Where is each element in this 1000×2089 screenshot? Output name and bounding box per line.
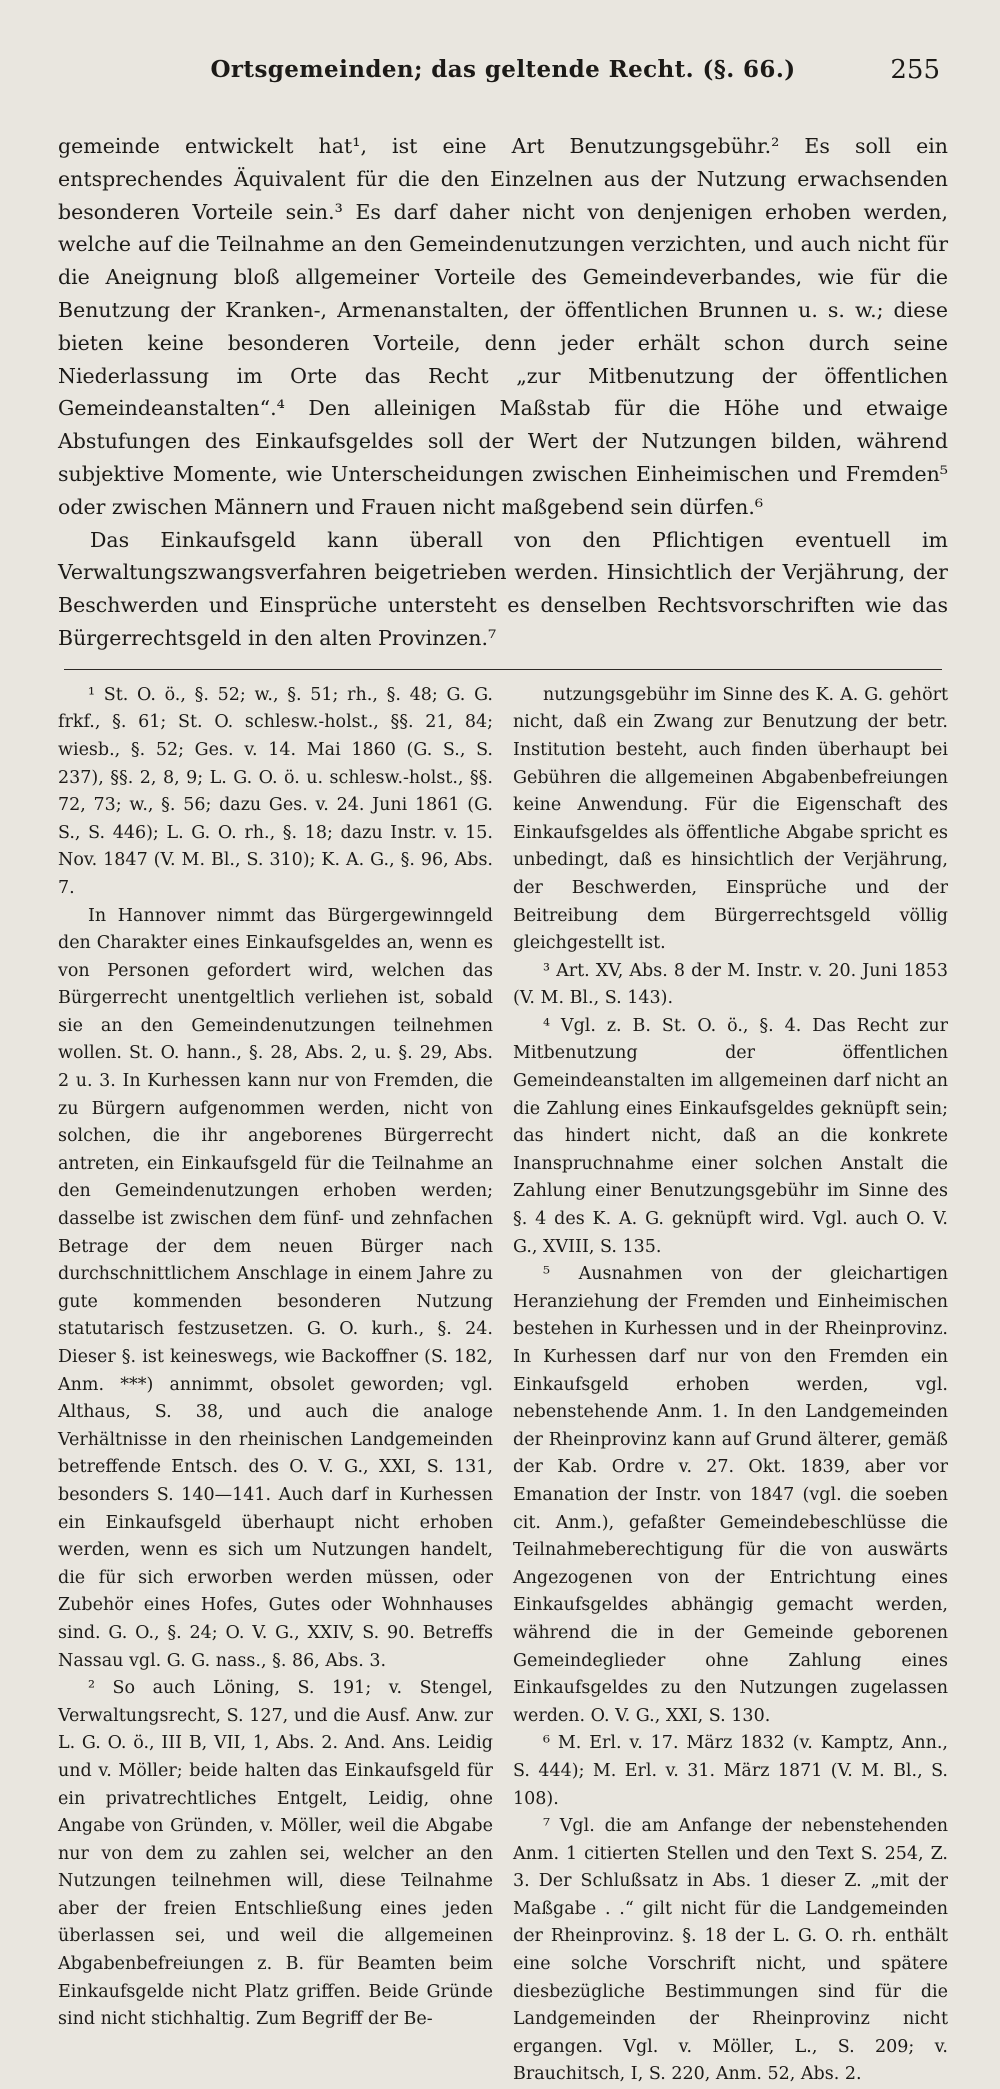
footnotes-right-column: [513, 682, 948, 2089]
page-number: 255: [890, 55, 940, 85]
footnote-7: ⁷ Vgl. die am Anfange der nebenstehenden Anm. 1 citierten Stellen und den Text S. 254, Z. 3. Der Schlußsatz in Abs. 1 dieser Z. „mit der Maßgabe . .“ gilt nicht für die Landgemeinden der Rheinprovinz. §. 18 der L. G. O. rh. enthält eine solche Vorschrift nicht, und spätere diesbezügliche Bestimmungen sind für die Landgemeinden der Rheinprovinz nicht ergangen. Vgl. v. Möller, L., S. 209; v. Brauchitsch, I, S. 220, Anm. 52, Abs. 2.: [513, 1816, 948, 2085]
footnote-divider: [64, 669, 942, 670]
footnotes-left-column: [58, 682, 493, 2089]
main-paragraph-2: Das Einkaufsgeld kann überall von den Pflichtigen eventuell im Verwaltungszwangsverfahren beigetrieben werden. Hinsichtlich der Verjährung, der Beschwerden und Einsprüche untersteht es denselben Rechtsvorschriften wie das Bürgerrechtsgeld in den alten Provinzen.⁷: [58, 527, 948, 650]
footnote-5: ⁵ Ausnahmen von der gleichartigen Heranziehung der Fremden und Einheimischen bestehen in Kurhessen und in der Rheinprovinz. In Kurhessen darf nur von den Fremden ein Einkaufsgeld erhoben werden, vgl. nebenstehende Anm. 1. In den Landgemeinden der Rheinprovinz kann auf Grund älterer, gemäß der Kab. Ordre v. 27. Okt. 1839, aber vor Emanation der Instr. von 1847 (vgl. die soeben cit. Anm.), gefaßter Gemeindebeschlüsse die Teilnahmeberechtigung für die von auswärts Angezogenen von der Entrichtung eines Einkaufsgeldes abhängig gemacht werden, während die in der Gemeinde geborenen Gemeindeglieder ohne Zahlung eines Einkaufsgeldes zu den Nutzungen zugelassen werden. O. V. G., XXI, S. 130.: [513, 1264, 948, 1726]
footnote-6: ⁶ M. Erl. v. 17. März 1832 (v. Kamptz, Ann., S. 444); M. Erl. v. 31. März 1871 (V. M. Bl., S. 108).: [513, 1733, 948, 1809]
running-head: Ortsgemeinden; das geltende Recht. (§. 66.): [210, 56, 796, 83]
footnote-4: ⁴ Vgl. z. B. St. O. ö., §. 4. Das Recht zur Mitbenutzung der öffentlichen Gemeindeanstalten im allgemeinen darf nicht an die Zahlung eines Einkaufsgeldes geknüpft sein; das hindert nicht, daß an die konkrete Inanspruchnahme einer solchen Anstalt die Zahlung einer Benutzungsgebühr im Sinne des §. 4 des K. A. G. geknüpft wird. Vgl. auch O. V. G., XVIII, S. 135.: [513, 1015, 948, 1257]
footnotes: [58, 682, 948, 2089]
footnote-2: ² So auch Löning, S. 191; v. Stengel, Verwaltungsrecht, S. 127, und die Ausf. Anw. zur L. G. O. ö., III B, VII, 1, Abs. 2. And. Ans. Leidig und v. Möller; beide halten das Einkaufsgeld für ein privatrechtliches Entgelt, Leidig, ohne Angabe von Gründen, v. Möller, weil die Abgabe nur von dem zu zahlen sei, welcher an den Nutzungen teilnehmen will, diese Teilnahme aber der freien Entschließung eines jeden überlassen sei, und weil die allgemeinen Abgabenbefreiungen z. B. für Beamten beim Einkaufsgelde nicht Platz griffen. Beide Gründe sind nicht stichhaltig. Zum Begriff der Be-: [58, 1678, 493, 2030]
footnote-3: ³ Art. XV, Abs. 8 der M. Instr. v. 20. Juni 1853 (V. M. Bl., S. 143).: [513, 960, 948, 1009]
footnote-2-continued: nutzungsgebühr im Sinne des K. A. G. gehört nicht, daß ein Zwang zur Benutzung der betr. Institution besteht, auch finden überhaupt bei Gebühren die allgemeinen Abgabenbefreiungen keine Anwendung. Für die Eigenschaft des Einkaufsgeldes als öffentliche Abgabe spricht es unbedingt, daß es hinsichtlich der Verjährung, der Beschwerden, Einsprüche und der Beitreibung dem Bürgerrechtsgeld völlig gleichgestellt ist.: [513, 684, 948, 954]
main-text: [58, 130, 948, 655]
footnote-1-continued: In Hannover nimmt das Bürgergewinngeld den Charakter eines Einkaufsgeldes an, wenn es von Personen gefordert wird, welchen das Bürgerrecht unentgeltlich verliehen ist, sobald sie an den Gemeindenutzungen teilnehmen wollen. St. O. hann., §. 28, Abs. 2, u. §. 29, Abs. 2 u. 3. In Kurhessen kann nur von Fremden, die zu Bürgern aufgenommen werden, nicht von solchen, die ihr angeborenes Bürgerrecht antreten, ein Einkaufsgeld für die Teilnahme an den Gemeindenutzungen erhoben werden; dasselbe ist zwischen dem fünf- und zehnfachen Betrage der dem neuen Bürger nach durchschnittlichem Anschlage in einem Jahre zu gute kommenden besonderen Nutzung statutarisch festzusetzen. G. O. kurh., §. 24. Dieser §. ist keineswegs, wie Backoffner (S. 182, Anm. ***) annimmt, obsolet geworden; vgl. Althaus, S. 38, und auch die analoge Verhältnisse in den rheinischen Landgemeinden betreffende Entsch. des O. V. G., XXI, S. 131, besonders S. 140—141. Auch darf in Kurhessen ein Einkaufsgeld überhaupt nicht erhoben werden, wenn es sich um Nutzungen handelt, die für sich erworben werden müssen, oder Zubehör eines Hofes, Gutes oder Wohnhauses sind. G. O., §. 24; O. V. G., XXIV, S. 90. Betreffs Nassau vgl. G. G. nass., §. 86, Abs. 3.: [58, 905, 493, 1671]
page-header: [58, 46, 948, 94]
main-paragraph-1: gemeinde entwickelt hat¹, ist eine Art Benutzungsgebühr.² Es soll ein entsprechendes Äquivalent für die den Einzelnen aus der Nutzung erwachsenden besonderen Vorteile sein.³ Es darf daher nicht von denjenigen erhoben werden, welche auf die Teilnahme an den Gemeindenutzungen verzichten, und auch nicht für die Aneignung bloß allgemeiner Vorteile des Gemeindeverbandes, wie für die Benutzung der Kranken-, Armenanstalten, der öffentlichen Brunnen u. s. w.; diese bieten keine besonderen Vorteile, denn jeder erhält schon durch seine Niederlassung im Orte das Recht „zur Mitbenutzung der öffentlichen Gemeindeanstalten“.⁴ Den alleinigen Maßstab für die Höhe und etwaige Abstufungen des Einkaufsgeldes soll der Wert der Nutzungen bilden, während subjektive Momente, wie Unterscheidungen zwischen Einheimischen und Fremden⁵ oder zwischen Männern und Frauen nicht maßgebend sein dürfen.⁶: [58, 134, 948, 519]
footnote-1: ¹ St. O. ö., §. 52; w., §. 51; rh., §. 48; G. G. frkf., §. 61; St. O. schlesw.-holst., §§. 21, 84; wiesb., §. 52; Ges. v. 14. Mai 1860 (G. S., S. 237), §§. 2, 8, 9; L. G. O. ö. u. schlesw.-holst., §§. 72, 73; w., §. 56; dazu Ges. v. 24. Juni 1861 (G. S., S. 446); L. G. O. rh., §. 18; dazu Instr. v. 15. Nov. 1847 (V. M. Bl., S. 310); K. A. G., §. 96, Abs. 7.: [58, 684, 493, 898]
